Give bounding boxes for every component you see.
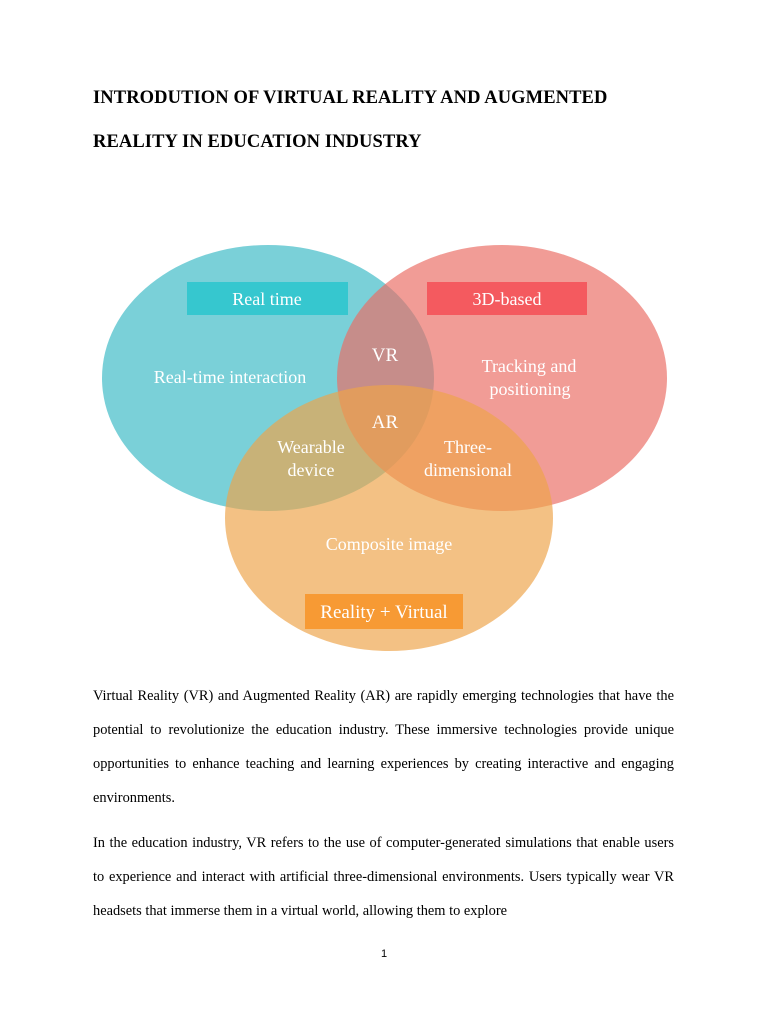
tracking-positioning-label-line-1: Tracking and [481,356,577,376]
tracking-positioning-label-line-2: positioning [489,379,571,399]
composite-image-label: Composite image [325,534,453,554]
venn-diagram-figure [93,240,675,656]
body-paragraph-2: In the education industry, VR refers to the use of computer-generated simulations that enable users to experience and interact with artificial three-dimensional environments. Users typically wear VR headsets that immerse them in a virtual world, allowing them to explore [93,835,674,919]
real-time-label: Real time [232,289,302,309]
document-title-line-2: REALITY IN EDUCATION INDUSTRY [93,132,422,152]
three-dimensional-label-line-2: dimensional [424,460,512,480]
body-paragraph-1: Virtual Reality (VR) and Augmented Reality (AR) are rapidly emerging technologies that have the potential to revolutionize the education industry. These immersive technologies provide unique opportunities to enhance teaching and learning experiences by creating interactive and engaging environments. [93,688,674,806]
document-title-line-1: INTRODUTION OF VIRTUAL REALITY AND AUGMENTED [93,88,608,108]
ar-label: AR [371,412,399,433]
real-time-interaction-label: Real-time interaction [153,367,307,387]
3d-based-label: 3D-based [472,289,542,309]
reality-virtual-label: Reality + Virtual [320,602,448,623]
wearable-device-label-line-2: device [287,460,335,480]
three-dimensional-label-line-1: Three- [444,437,492,457]
wearable-device-label-line-1: Wearable [277,437,345,457]
venn-diagram [93,240,675,656]
vr-label: VR [371,345,399,366]
page-number: 1 [380,948,388,960]
